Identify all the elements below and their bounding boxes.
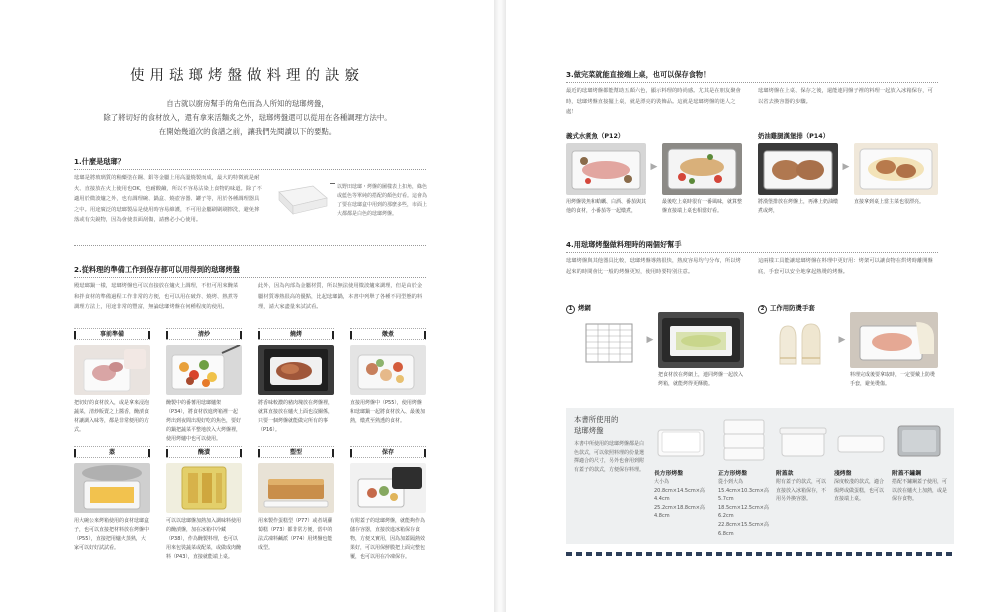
section-2-heading: 2.從料理的準備工作到保存都可以用得到的琺瑯烤盤 — [74, 265, 240, 274]
arrow-icon: ▶ — [838, 335, 846, 345]
section-1-body: 琺瑯是將玻璃質的釉藥塗在鋼、鋁等金屬上用高溫燒製而成，最大的特徵就是耐火、直接放在火上使用也OK，也耐酸鹼，所以不容易沾染上食物的味道。除了不適用於微波爐之外，也有調理碗、鍋盒、燒壺容器、罐子等，用於各種調理器具之中。用途廣泛的琺瑯製品是使用時容易維護，不可用金屬刷刷刷擦洗，避免摔落或有尖銳物，因為會使表面刮傷，請務必小心使用。 — [74, 175, 262, 223]
section-2-body-right: 此外，因為內部為金屬材質，所以無法使用微波爐來調理，但是由於金屬材質導熱很高的優點，比起琺瑯鍋，本書中列舉了各種不同型態的料理，請大家盡量來試試看。 — [258, 283, 423, 310]
example-1-caption-2: 最後吃上桌時很有一番風味，就算整盤直接端上桌也相當好看。 — [662, 199, 743, 214]
product-5-desc: 搭配不鏽鋼蓋子使用，可以放在爐火上加熱，或是保存食物。 — [892, 479, 948, 503]
section-3-body-left: 最近的琺瑯烤盤都能幫助五顏六色，顯示料理的時尚感。尤其是在朋友聚會時，琺瑯烤盤直接擺上桌，就是漂亮的裝飾品。這就是琺瑯烤盤的迷人之處！ — [566, 88, 741, 115]
product-3-desc: 附有蓋子的款式，可以直接放入冰箱保存，不用另外換容器。 — [776, 479, 827, 503]
rect-tray-photo — [654, 418, 708, 462]
products-intro: 本書中所使用的琺瑯烤盤都是白色款式，可以依照料理的份量選擇適合的尺寸，另外也會用到附有蓋子的款式，方便保存料理。 — [574, 441, 645, 473]
section-4-body-left: 琺瑯烤盤與其他器具比較，琺瑯烤盤導熱很快，熱度容易均勻分布，所以烤起來的時間會比一般的烤盤更短，使用時要特別注意。 — [566, 258, 741, 275]
prep-photo — [74, 345, 150, 395]
tool-2-caption: 料理完成後要拿取時，一定要戴上防燙手套，避免燙傷。 — [850, 372, 936, 387]
steel-lid-tray-photo — [892, 418, 946, 462]
product-1-name: 長方形烤盤 — [654, 471, 683, 477]
step-tag-stew: 燉煮 — [350, 328, 426, 340]
gloves-in-use-photo — [850, 312, 938, 368]
tool-1-name: 烤網 — [578, 304, 591, 312]
example-2-caption-2: 直接拿到桌上當主菜也很漂亮。 — [854, 199, 925, 205]
tool-1-label — [566, 303, 591, 314]
section-3-heading: 3.做完菜就能直接端上桌，也可以保存食物！ — [566, 70, 711, 79]
product-1-desc: 大小為 20.8cm×14.5cm×高4.4cm 25.2cm×18.8cm×高4.8cm — [654, 479, 705, 520]
example-2-label: 奶油雞腿漢堡排（P14） — [758, 132, 830, 140]
marinate-caption: 可以以琺瑯盤加熱加入調味料使用的醃漬盤，加在冰箱中冷藏（P38），作為醃製料理，也可以用來包裝蔬菜或配菜，或做成肉醃料（P43），直接就能端上桌。 — [166, 518, 242, 560]
arrow-icon: ▶ — [842, 162, 850, 172]
section-1-photo-caption: 以野田琺瑯・烤盤的圖樣表上扣角，綠色或藍色等單純的搭配的顏色好看。這會為了要在琺瑯盒中用到的那麼多些，市面上大都都是白色的琺瑯烤盤。 — [337, 184, 428, 217]
step-tag-marinate: 醃漬 — [166, 446, 242, 458]
stirfry-caption: 醃製中的番薯用琺瑯爐架（P34），將食材放進烤箱裡一起烤出到夜間出現好吃的焦色，要好的鍋把蔬菜平整地放入大烤盤裡，使用烤爐中也可以使用。 — [166, 400, 242, 442]
section-divider — [74, 277, 426, 278]
example-1-label: 義式水煮魚（P12） — [566, 132, 625, 140]
intro-line: 除了將切好的食材放入，還有拿來活麵炙之外，琺瑯烤盤還可以從用在各種調理方法中。 — [103, 113, 392, 122]
stew-caption: 直接用烤盤中（P55），使用烤盤和琺瑯鍋一起將食材放入、最後加熱，燉煮至熟透的食材。 — [350, 400, 426, 424]
roast-photo — [258, 345, 334, 395]
arrow-icon: ▶ — [646, 335, 654, 345]
caption-pointer — [330, 183, 335, 184]
step-tag-prep: 事前準備 — [74, 328, 150, 340]
mold-photo — [258, 463, 334, 513]
intro-line: 在開始幾道次的食譜之前，讓我們先閱讀以下的要點。 — [158, 127, 337, 136]
fish-cooked-photo — [662, 143, 742, 195]
rack-in-oven-photo — [658, 312, 744, 368]
intro-line: 自古就以廚房幫手的角色而為人所知的琺瑯烤盤， — [166, 99, 329, 108]
tool-2-number: 2 — [758, 305, 767, 314]
marinate-photo — [166, 463, 242, 513]
tool-2-label — [758, 303, 815, 314]
right-page — [506, 0, 1000, 612]
enamel-tray-photo — [275, 178, 330, 223]
section-4-body-right: 這兩樣工具能讓琺瑯烤盤在料理中更好用：烤架可以讓食物在烘烤時離開盤底，手套可以安全地拿起熱燙的烤盤。 — [758, 258, 933, 275]
example-1-caption-1: 用烤盤裝魚和蛤蠣、白酒、番茄與其他的食材，小番茄等一起燉煮， — [566, 199, 647, 214]
product-4-desc: 深度較淺的款式，適合焗烤或做蛋糕，也可以直接端上桌。 — [834, 479, 885, 503]
shallow-tray-photo — [834, 422, 888, 462]
products-title-line: 琺瑯烤盤 — [574, 426, 604, 435]
product-4-name: 淺烤盤 — [834, 471, 852, 477]
patty-raw-photo — [758, 143, 838, 195]
stew-photo — [350, 345, 426, 395]
store-photo — [350, 463, 426, 513]
step-tag-steam: 蒸 — [74, 446, 150, 458]
product-2-desc: 從小到大為 15.4cm×10.3cm×高5.7cm 18.5cm×12.5cm×高6.2cm 22.8cm×15.5cm×高6.8cm — [718, 479, 769, 537]
roast-caption: 將香味較濃的豬肉塊放在烤盤裡，就算直接放在爐火上面也沒關係，只要一個烤盤就能做完所有的事（P16）。 — [258, 400, 334, 433]
intro-text — [60, 97, 435, 139]
section-divider — [74, 169, 426, 170]
rack-photo — [580, 316, 642, 368]
step-tag-mold: 塑型 — [258, 446, 334, 458]
stirfry-photo — [166, 345, 242, 395]
tool-1-number: 1 — [566, 305, 575, 314]
arrow-icon: ▶ — [650, 162, 658, 172]
section-3-body-right: 琺瑯烤盤在上桌、保存之後，還能連同盤子裡的料理一起放入冰箱保存，可以省去換容器的步驟。 — [758, 88, 933, 105]
steam-caption: 用大碗公來烤箱使用的食材琺瑯盒子，也可以直接把材料放在烤盤中（P55），直接把用爐火蒸熟，大家可以好好試試看。 — [74, 518, 150, 551]
page-title: 使用琺瑯烤盤做料理的訣竅 — [130, 68, 364, 84]
tool-2-name: 工作用防燙手套 — [770, 304, 815, 312]
step-tag-stirfry: 清炒 — [166, 328, 242, 340]
left-page — [0, 0, 494, 612]
mold-caption: 用來製作蛋糕型（P77）或者胡蘿蔔糕（P73）都非常方便，當中的法式凍料鹹派（P74）用烤盤也能成型。 — [258, 518, 333, 551]
fish-raw-photo — [566, 143, 646, 195]
product-5-name: 附蓋不鏽鋼 — [892, 471, 921, 477]
section-2-body-left: 殿琺瑯鍋一樣，琺瑯烤盤也可以直接放在爐火上調理，不但可用來醃菜和拌食材的準備過程工作非常的方便，也可以用在破炸、燒烤、熱煮等調理方法上，用途非常的豐富，無論琺瑯烤盤在何種程度的使用。 — [74, 283, 239, 310]
section-divider — [566, 82, 938, 83]
prep-caption: 把切好的食材放入，或是拿來浸泡蔬菜，清炒販賣之上醬香，醃漬食材讓調入味等，都是非常便用的方式。 — [74, 400, 150, 433]
square-tray-photo — [718, 414, 772, 464]
steam-photo — [74, 463, 150, 513]
store-caption: 有附蓋子的琺瑯烤盤，就能夠作為儲存容器，直接放進冰箱保存食物，方便又實用，因為加蓋隔熱效果好，可以用保鮮膜把上面完整包覆，也可以用在冷凍保存。 — [350, 518, 426, 560]
product-3-name: 附蓋款 — [776, 471, 794, 477]
product-2-name: 正方形烤盤 — [718, 471, 747, 477]
products-title — [574, 414, 652, 436]
step-tag-store: 保存 — [350, 446, 426, 458]
step-tag-roast: 燒烤 — [258, 328, 334, 340]
section-1-heading: 1.什麼是琺瑯？ — [74, 157, 125, 166]
tool-1-caption: 把食材放在烤網上，連同烤盤一起放入烤箱，就能烤得更酥脆。 — [658, 372, 744, 387]
section-divider — [566, 252, 938, 253]
lidded-tray-photo — [776, 418, 830, 462]
book-gutter — [494, 0, 506, 612]
section-divider — [74, 245, 426, 246]
decorative-dash-border — [566, 552, 954, 556]
products-title-line: 本書所使用的 — [574, 415, 619, 424]
gloves-photo — [772, 316, 832, 368]
example-2-caption-1: 將漢堡排放在烤盤上，再淋上奶油燉煮或烤， — [758, 199, 839, 214]
patty-cooked-photo — [854, 143, 938, 195]
section-4-heading: 4.用琺瑯烤盤做料理時的兩個好幫手 — [566, 240, 682, 249]
